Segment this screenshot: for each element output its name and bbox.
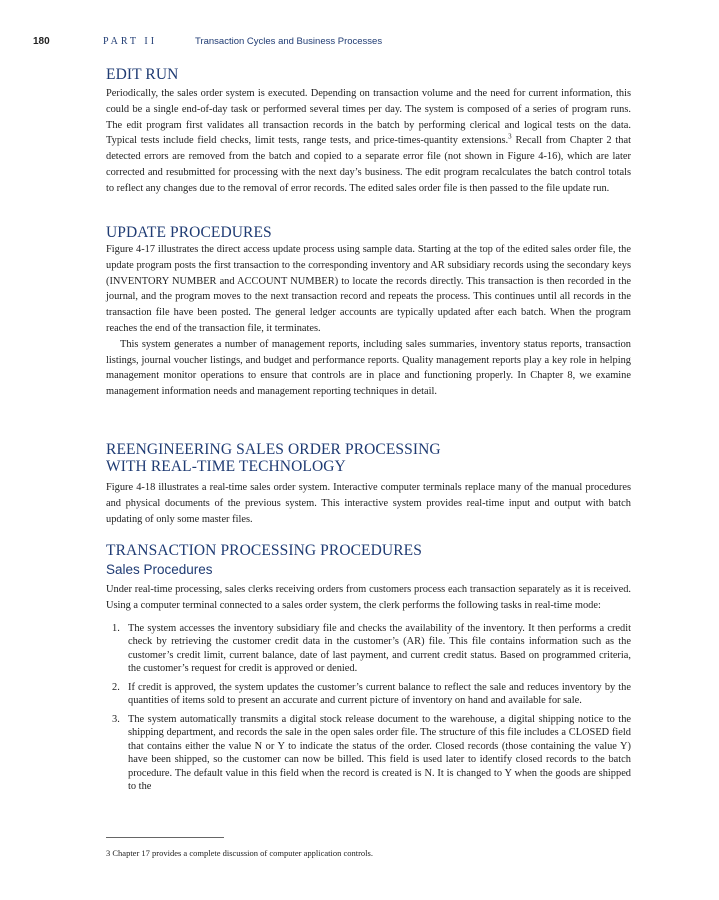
subheading-sales-procedures: Sales Procedures <box>106 562 213 577</box>
heading-update-procedures: UPDATE PROCEDURES <box>106 224 272 241</box>
section-update-procedures <box>106 224 631 400</box>
list-item: 1. The system accesses the inventory subsidiary file and checks the availability of the inventory. It then performs a credit check by retrieving the customer credit data in the customer’s (AR) file. This file contains information such as the customer’s credit limit, current balance, date of last payment, and current credit status. Based on programmed criteria, the customer’s request for credit is approved or denied. <box>112 622 631 675</box>
list-item: 3. The system automatically transmits a digital stock release document to the warehouse, a digital shipping notice to the shipping department, and records the sale in the open sales order file. The structure of this file includes a CLOSED field that contains either the value N or Y to indicate the status of the order. Closed records (those containing the value Y) have been shipped, so the customer can now be billed. This field is used later to identify closed records to the batch procedure. The default value in this field when the record is created is N. It is changed to Y when the goods are shipped to the <box>112 713 631 793</box>
heading-edit-run: EDIT RUN <box>106 66 179 83</box>
task-list <box>106 622 631 794</box>
page-number: 180 <box>33 36 50 47</box>
edit-run-paragraph: Periodically, the sales order system is executed. Depending on transaction volume and the need for current information, this could be a single end-of-day task or performed several times per day. The system is composed of a series of program runs. The edit program first validates all transaction records in the batch by performing clerical and logical tests on the data. Typical tests include field checks, limit tests, range tests, and price-times-quantity extensions.$^3$ Recall from Chapter 2 that detected errors are removed from the batch and copied to a separate error file (not shown in Figure 4-16), which are later corrected and resubmitted for processing with the next day’s business. The edit program recalculates the batch control totals to reflect any changes due to the removal of error records. The edited sales order file is then passed to the file update run. <box>106 88 631 194</box>
update-paragraph-2: This system generates a number of management reports, including sales summaries, inventory status reports, transaction listings, journal voucher listings, and budget and performance reports. Quality management reports play a key role in helping management monitor operations to ensure that controls are in place and functioning properly. In Chapter 8, we examine management information needs and management reporting techniques in detail. <box>106 338 631 398</box>
running-title: Transaction Cycles and Business Processes <box>195 36 383 47</box>
update-paragraph-1: Figure 4-17 illustrates the direct access update process using sample data. Starting at the top of the edited sales order file, the update program posts the first transaction to the corresponding inventory and AR subsidiary records using the secondary keys (INVENTORY NUMBER and ACCOUNT NUMBER) to locate the records directly. This transaction is then recorded in the journal, and the program moves to the next transaction record and repeats the process. This continues until all records in the transaction file have been posted. The general ledger accounts are typically updated after each batch. When the program reaches the end of the transaction file, it terminates. <box>106 244 631 334</box>
part-label: PART II <box>103 36 158 47</box>
footnote-ref: 3 <box>508 132 512 141</box>
heading-reengineering: REENGINEERING SALES ORDER PROCESSING WITH REAL-TIME TECHNOLOGY <box>106 441 441 475</box>
footnote-divider <box>106 837 224 838</box>
section-reengineering <box>106 441 631 527</box>
footnote: 3 Chapter 17 provides a complete discussion of computer application controls. <box>106 848 373 858</box>
heading-transaction-processing: TRANSACTION PROCESSING PROCEDURES <box>106 542 422 559</box>
sales-procedures-intro: Under real-time processing, sales clerks receiving orders from customers process each transaction separately as it is received. Using a computer terminal connected to a sales order system, the clerk performs the following tasks in real-time mode: <box>106 584 631 611</box>
reengineering-paragraph: Figure 4-18 illustrates a real-time sales order system. Interactive computer terminals replace many of the manual procedures and physical documents of the previous system. This interactive system provides real-time input and output with batch updating of only some master files. <box>106 482 631 525</box>
section-transaction-processing <box>106 542 631 799</box>
section-edit-run <box>106 66 631 197</box>
list-item: 2. If credit is approved, the system updates the customer’s current balance to reflect the sale and reduces inventory by the quantities of items sold to present an accurate and current picture of inventory on hand and available for sale. <box>112 681 631 707</box>
running-head <box>33 36 633 50</box>
